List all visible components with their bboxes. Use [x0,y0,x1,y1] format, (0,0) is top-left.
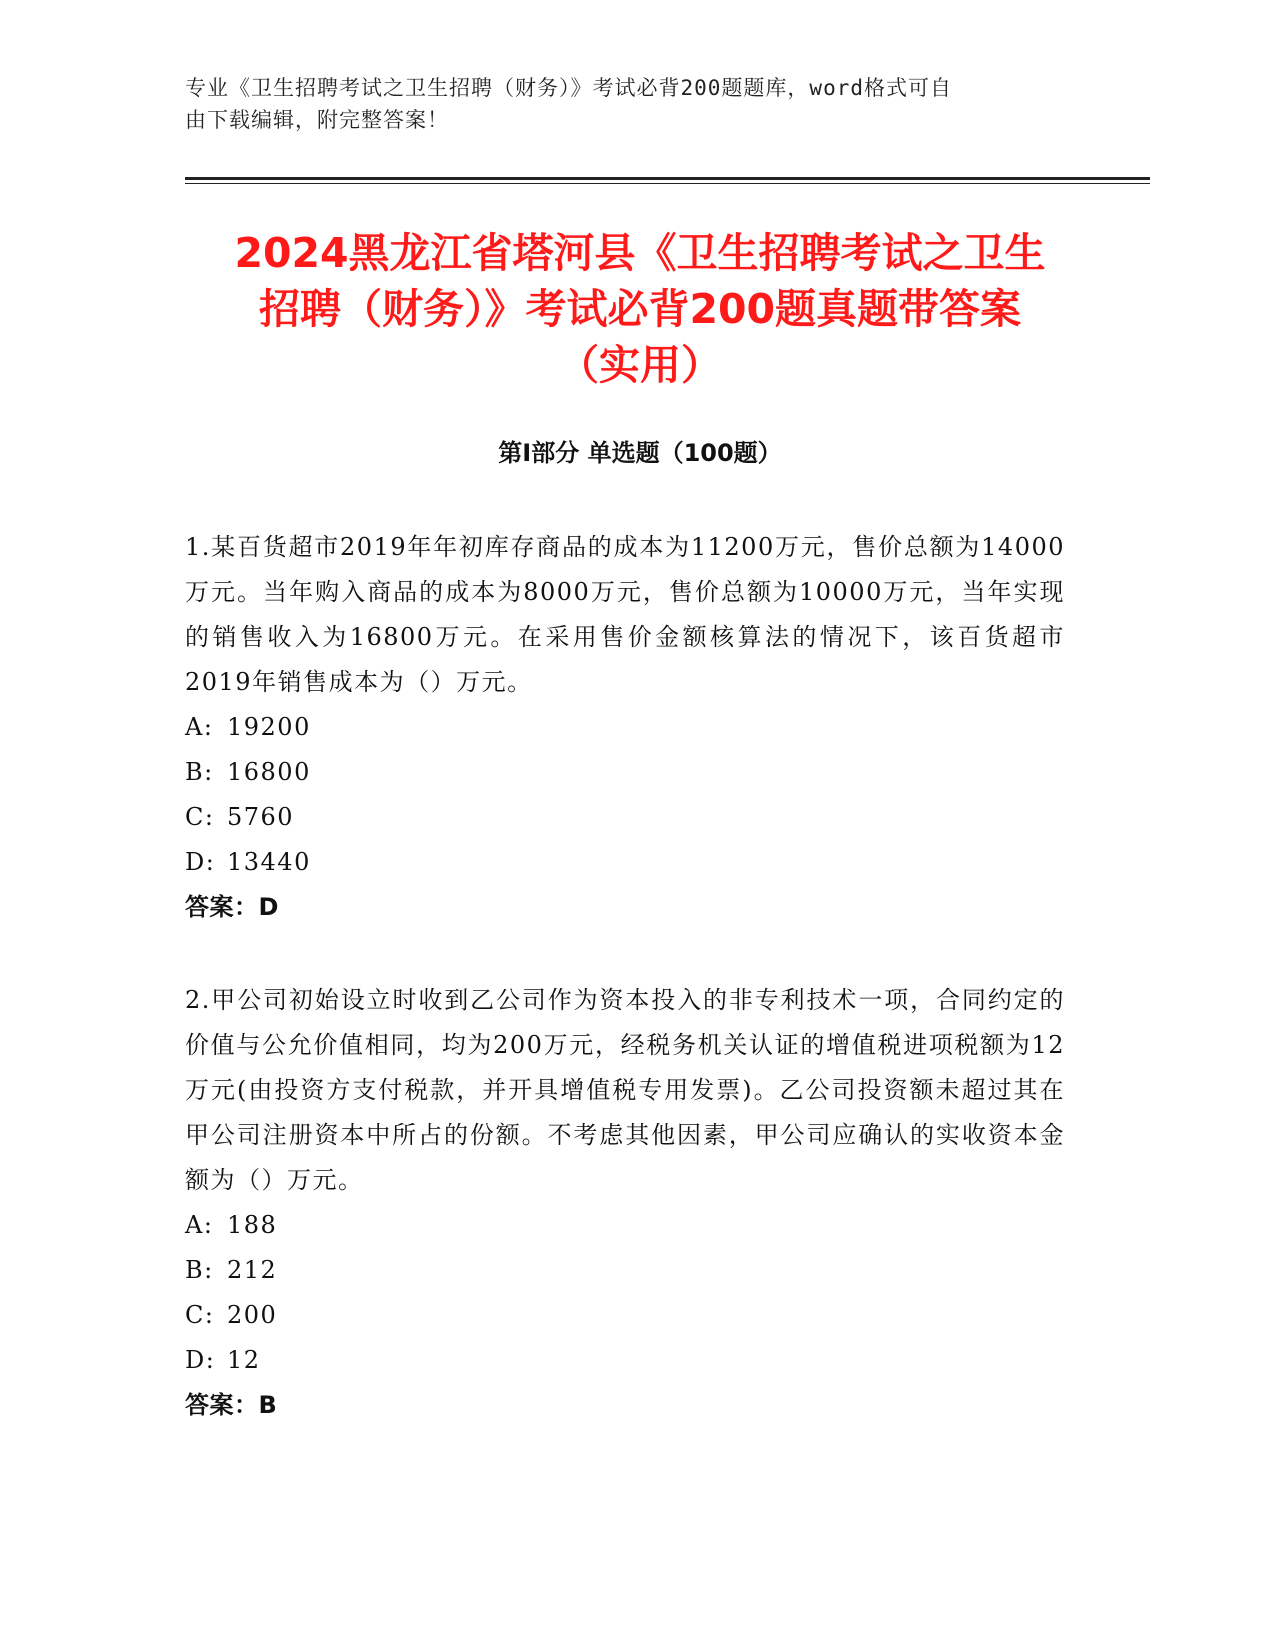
option-b [185,750,1065,795]
option-letter: D: [185,1346,216,1374]
option-value: 12 [227,1346,261,1374]
option-letter: B: [185,1256,214,1284]
answer: 答案：B [185,1391,278,1419]
document-title-line3: （实用） [558,341,722,389]
section-title: 第Ⅰ部分 单选题（100题） [498,439,782,467]
option-letter: A: [185,1211,214,1239]
question-text: 1.某百货超市2019年年初库存商品的成本为11200万元，售价总额为14000万元。当年购入商品的成本为8000万元，售价总额为10000万元，当年实现的销售收入为16800万元。在采用售价金额核算法的情况下，该百货超市2019年销售成本为（）万元。 [185,533,1065,696]
header-note-line2: 由下载编辑，附完整答案！ [185,108,449,132]
option-d [185,840,1065,885]
option-c [185,1293,1065,1338]
answer: 答案：D [185,893,279,921]
option-value: 5760 [227,803,295,831]
option-b [185,1248,1065,1293]
option-d [185,1338,1065,1383]
option-a [185,1203,1065,1248]
option-letter: C: [185,803,215,831]
option-letter: A: [185,713,214,741]
option-value: 13440 [227,848,311,876]
option-a [185,705,1065,750]
document-title [150,225,1130,393]
document-title-line2: 招聘（财务）》考试必背200题真题带答案 [258,285,1022,333]
option-value: 188 [227,1211,278,1239]
header-note [185,72,1065,136]
option-letter: B: [185,758,214,786]
option-value: 16800 [227,758,311,786]
option-c [185,795,1065,840]
question-1 [185,525,1065,930]
header-divider-thick [185,177,1150,180]
question-text: 2.甲公司初始设立时收到乙公司作为资本投入的非专利技术一项，合同约定的价值与公允价值相同，均为200万元，经税务机关认证的增值税进项税额为12万元(由投资方支付税款，并开具增值税专用发票)。乙公司投资额未超过其在甲公司注册资本中所占的份额。不考虑其他因素，甲公司应确认的实收资本金额为（）万元。 [185,986,1065,1194]
option-value: 212 [227,1256,278,1284]
option-letter: C: [185,1301,215,1329]
document-title-line1: 2024黑龙江省塔河县《卫生招聘考试之卫生 [234,229,1046,277]
header-note-line1: 专业《卫生招聘考试之卫生招聘（财务）》考试必背200题题库，word格式可自 [185,76,952,100]
question-2 [185,978,1065,1428]
option-letter: D: [185,848,216,876]
option-value: 19200 [227,713,311,741]
header-divider-thin [185,183,1150,184]
option-value: 200 [227,1301,278,1329]
